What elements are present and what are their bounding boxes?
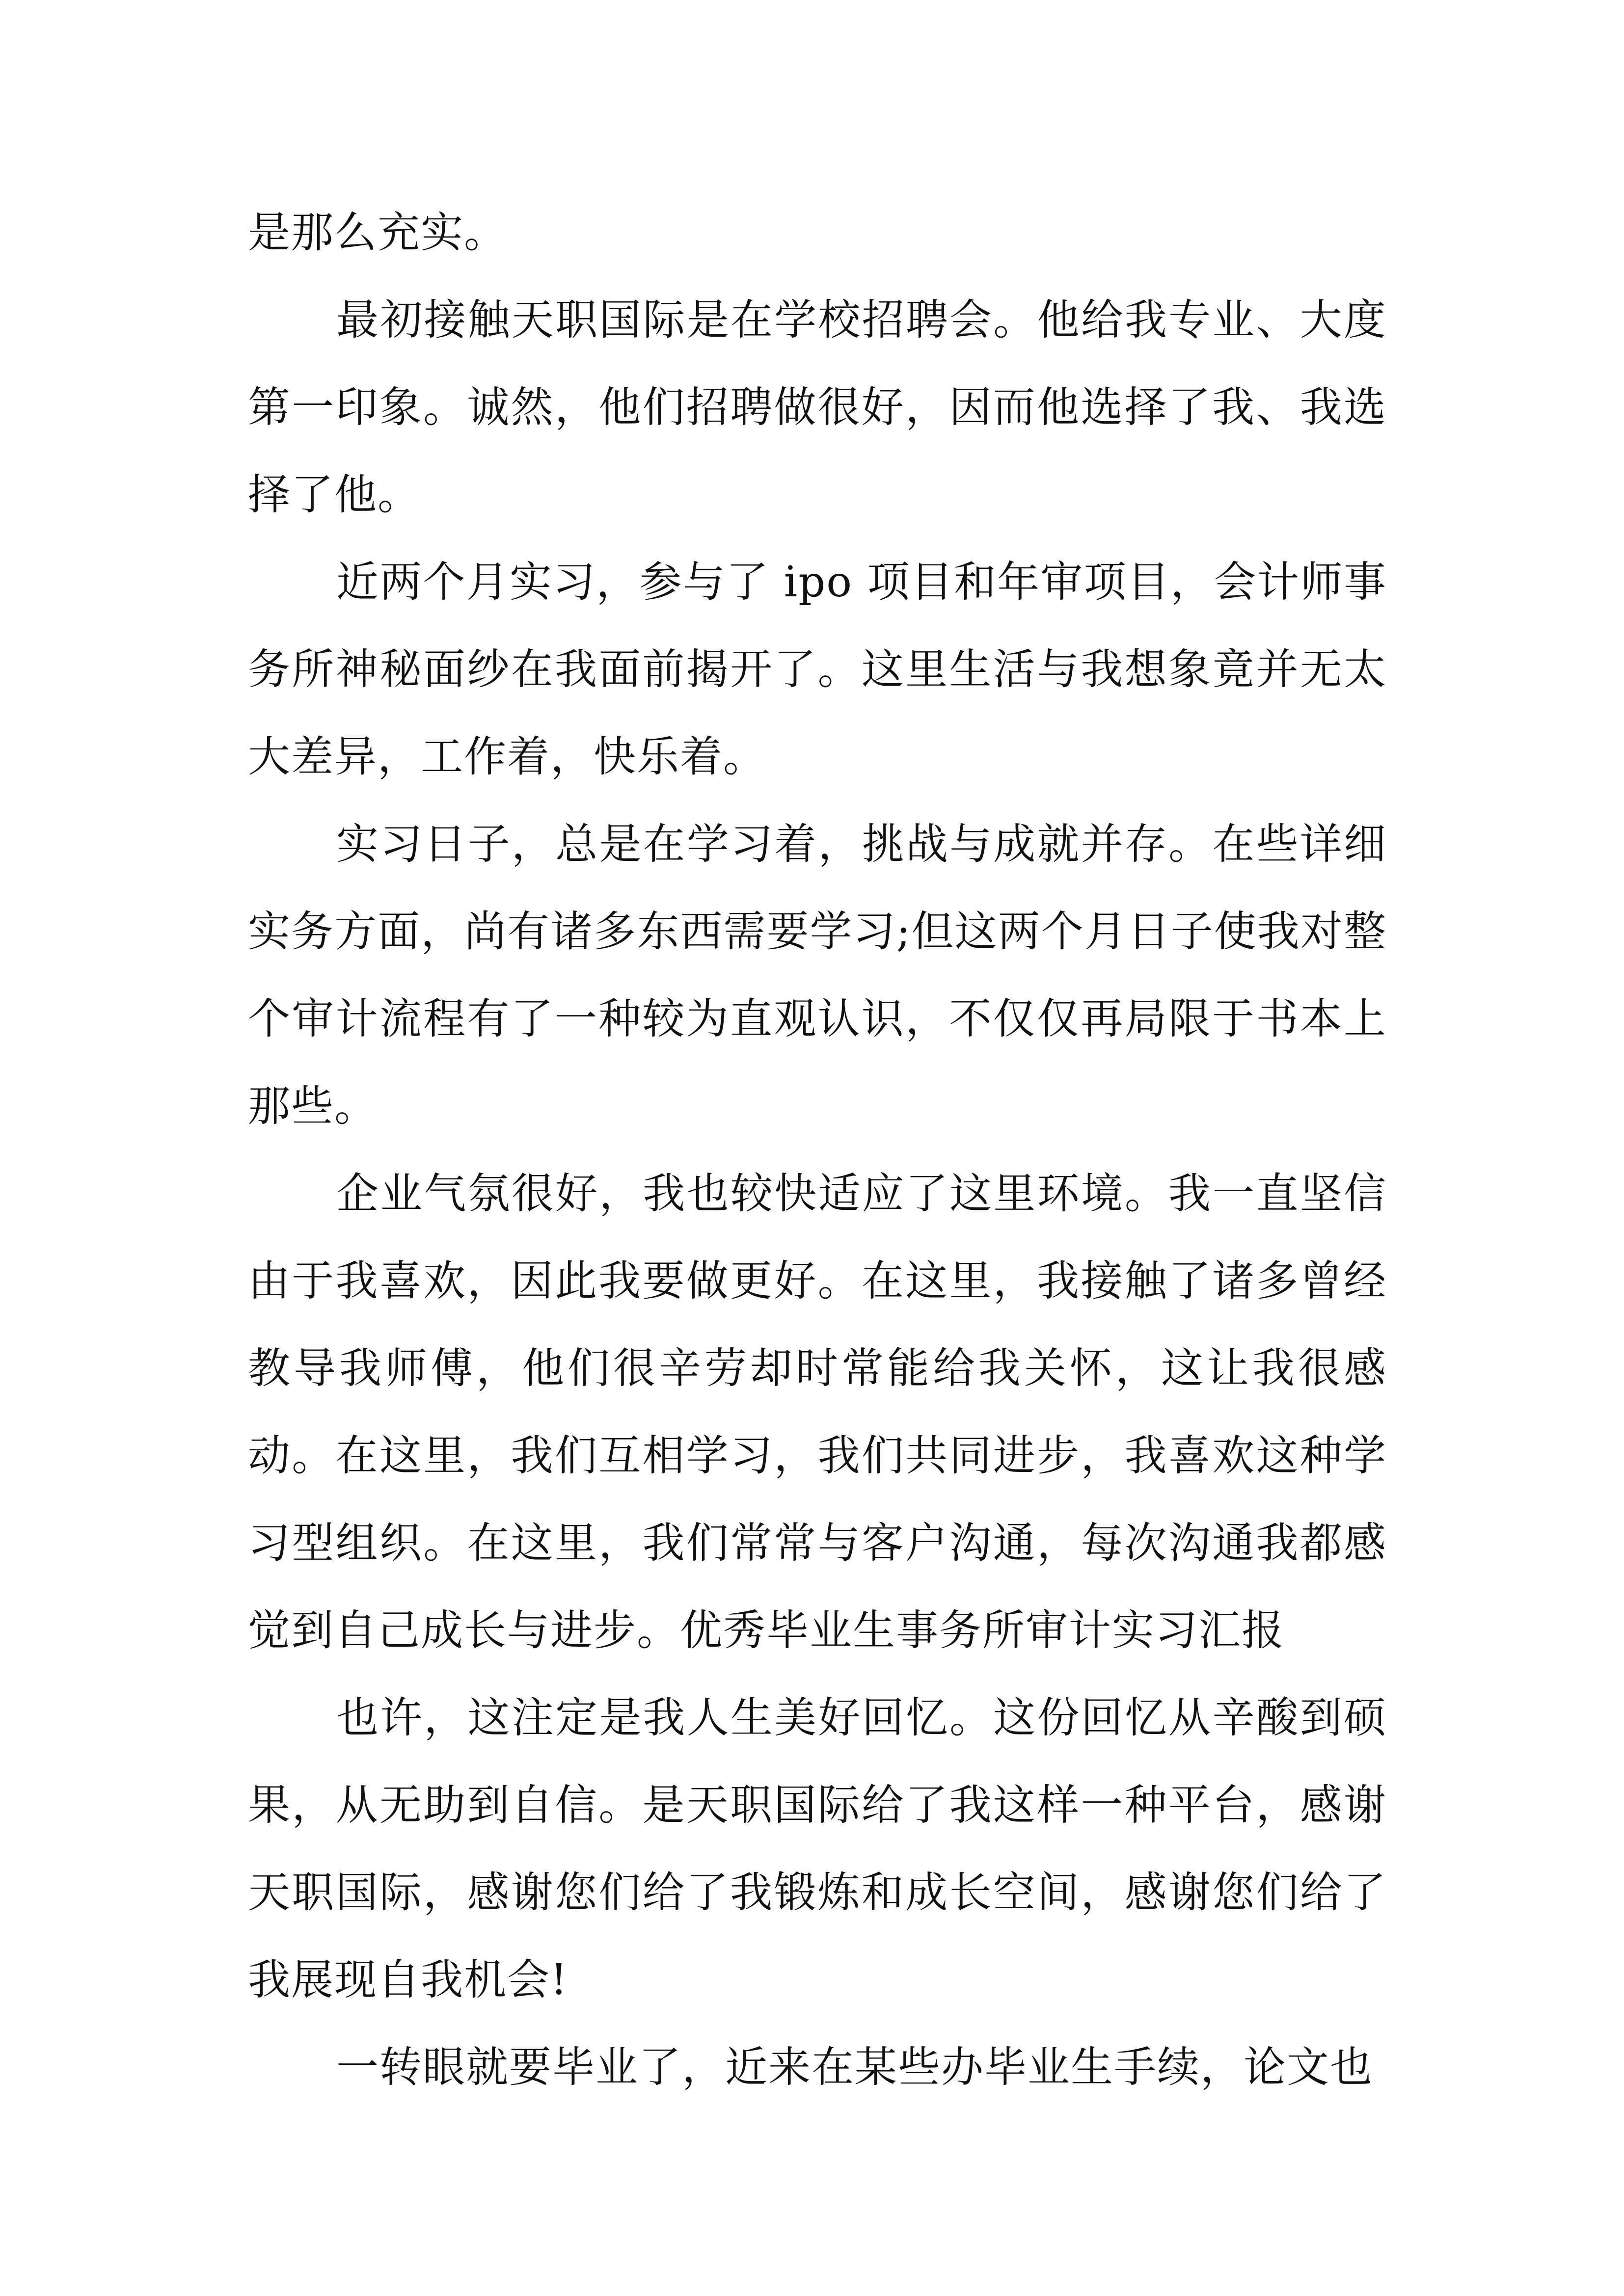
- paragraph: 一转眼就要毕业了，近来在某些办毕业生手续，论文也: [336, 2043, 1373, 2092]
- paragraph: 也许，这注定是我人生美好回忆。这份回忆从辛酸到硕果，从无助到自信。是天职国际给了我这样一种平台，感谢天职国际，感谢您们给了我锻炼和成长空间，感谢您们给了我展现自我机会!: [248, 1693, 1387, 2004]
- document-body: [248, 189, 1387, 2111]
- paragraph: 近两个月实习，参与了 ipo 项目和年审项目，会计师事务所神秘面纱在我面前揭开了。这里生活与我想象竟并无太大差异，工作着，快乐着。: [248, 558, 1387, 781]
- paragraph: 实习日子，总是在学习着，挑战与成就并存。在些详细实务方面，尚有诸多东西需要学习;但这两个月日子使我对整个审计流程有了一种较为直观认识，不仅仅再局限于书本上那些。: [248, 820, 1387, 1131]
- paragraph: 企业气氛很好，我也较快适应了这里环境。我一直坚信由于我喜欢，因此我要做更好。在这里，我接触了诸多曾经教导我师傅，他们很辛劳却时常能给我关怀，这让我很感动。在这里，我们互相学习，我们共同进步，我喜欢这种学习型组织。在这里，我们常常与客户沟通，每次沟通我都感觉到自己成长与进步。优秀毕业生事务所审计实习汇报: [248, 1169, 1387, 1655]
- paragraph: 是那么充实。: [248, 208, 507, 257]
- paragraph: 最初接触天职国际是在学校招聘会。他给我专业、大度第一印象。诚然，他们招聘做很好，因而他选择了我、我选择了他。: [248, 295, 1387, 519]
